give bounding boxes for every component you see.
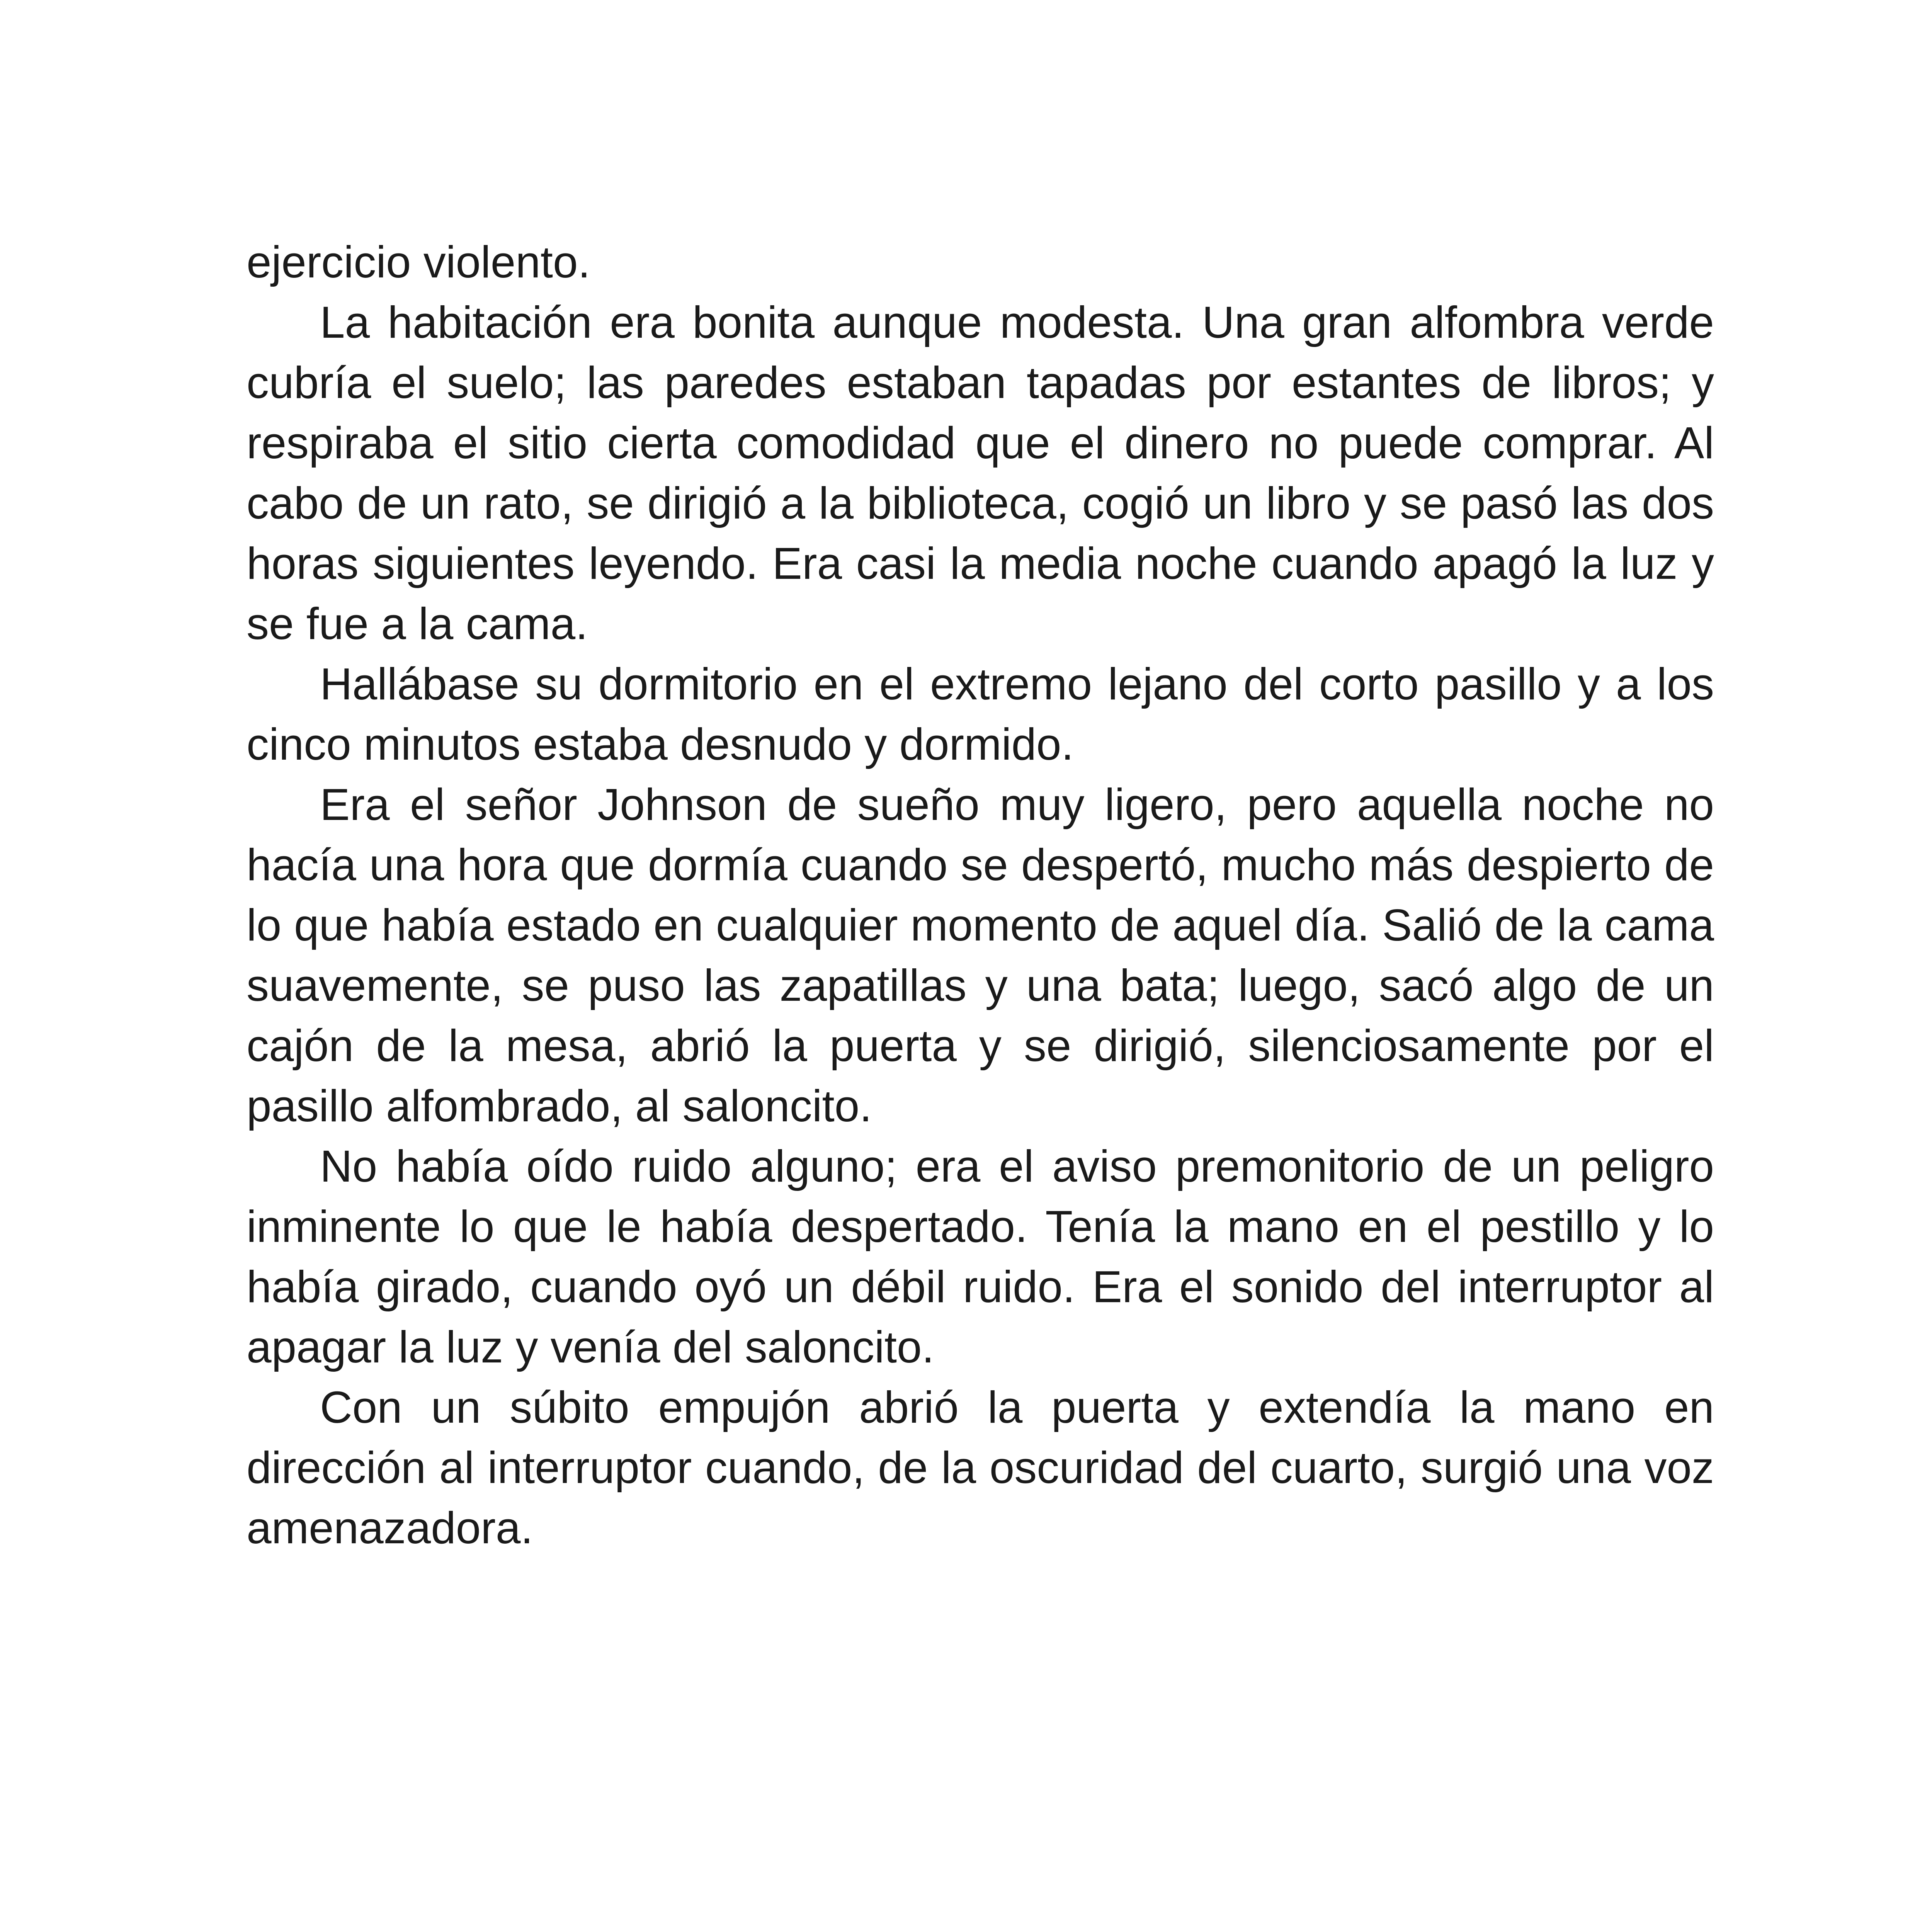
paragraph-1: ejercicio violento. xyxy=(247,237,590,287)
paragraph-5: No había oído ruido alguno; era el aviso premonitorio de un peligro inminente lo que le había despertado. Tenía la mano en el pestillo y lo había girado, cuando oyó un débil ruido. Era el sonido del interruptor al apagar la luz y venía del saloncito. xyxy=(247,1141,1714,1372)
body-text xyxy=(247,232,1714,1558)
paragraph-6: Con un súbito empujón abrió la puerta y extendía la mano en dirección al interruptor cuando, de la oscuridad del cuarto, surgió una voz amenazadora. xyxy=(247,1382,1714,1553)
paragraph-4: Era el señor Johnson de sueño muy ligero, pero aquella noche no hacía una hora que dormía cuando se despertó, mucho más despierto de lo que había estado en cualquier momento de aquel día. Salió de la cama suavemente, se puso las zapatillas y una bata; luego, sacó algo de un cajón de la mesa, abrió la puerta y se dirigió, silenciosamente por el pasillo alfombrado, al saloncito. xyxy=(247,779,1714,1131)
paragraph-3: Hallábase su dormitorio en el extremo lejano del corto pasillo y a los cinco minutos estaba desnudo y dormido. xyxy=(247,659,1714,769)
paragraph-2: La habitación era bonita aunque modesta. Una gran alfombra verde cubría el suelo; las paredes estaban tapadas por estantes de libros; y respiraba el sitio cierta comodidad que el dinero no puede comprar. Al cabo de un rato, se dirigió a la biblioteca, cogió un libro y se pasó las dos horas siguientes leyendo. Era casi la media noche cuando apagó la luz y se fue a la cama. xyxy=(247,297,1714,649)
